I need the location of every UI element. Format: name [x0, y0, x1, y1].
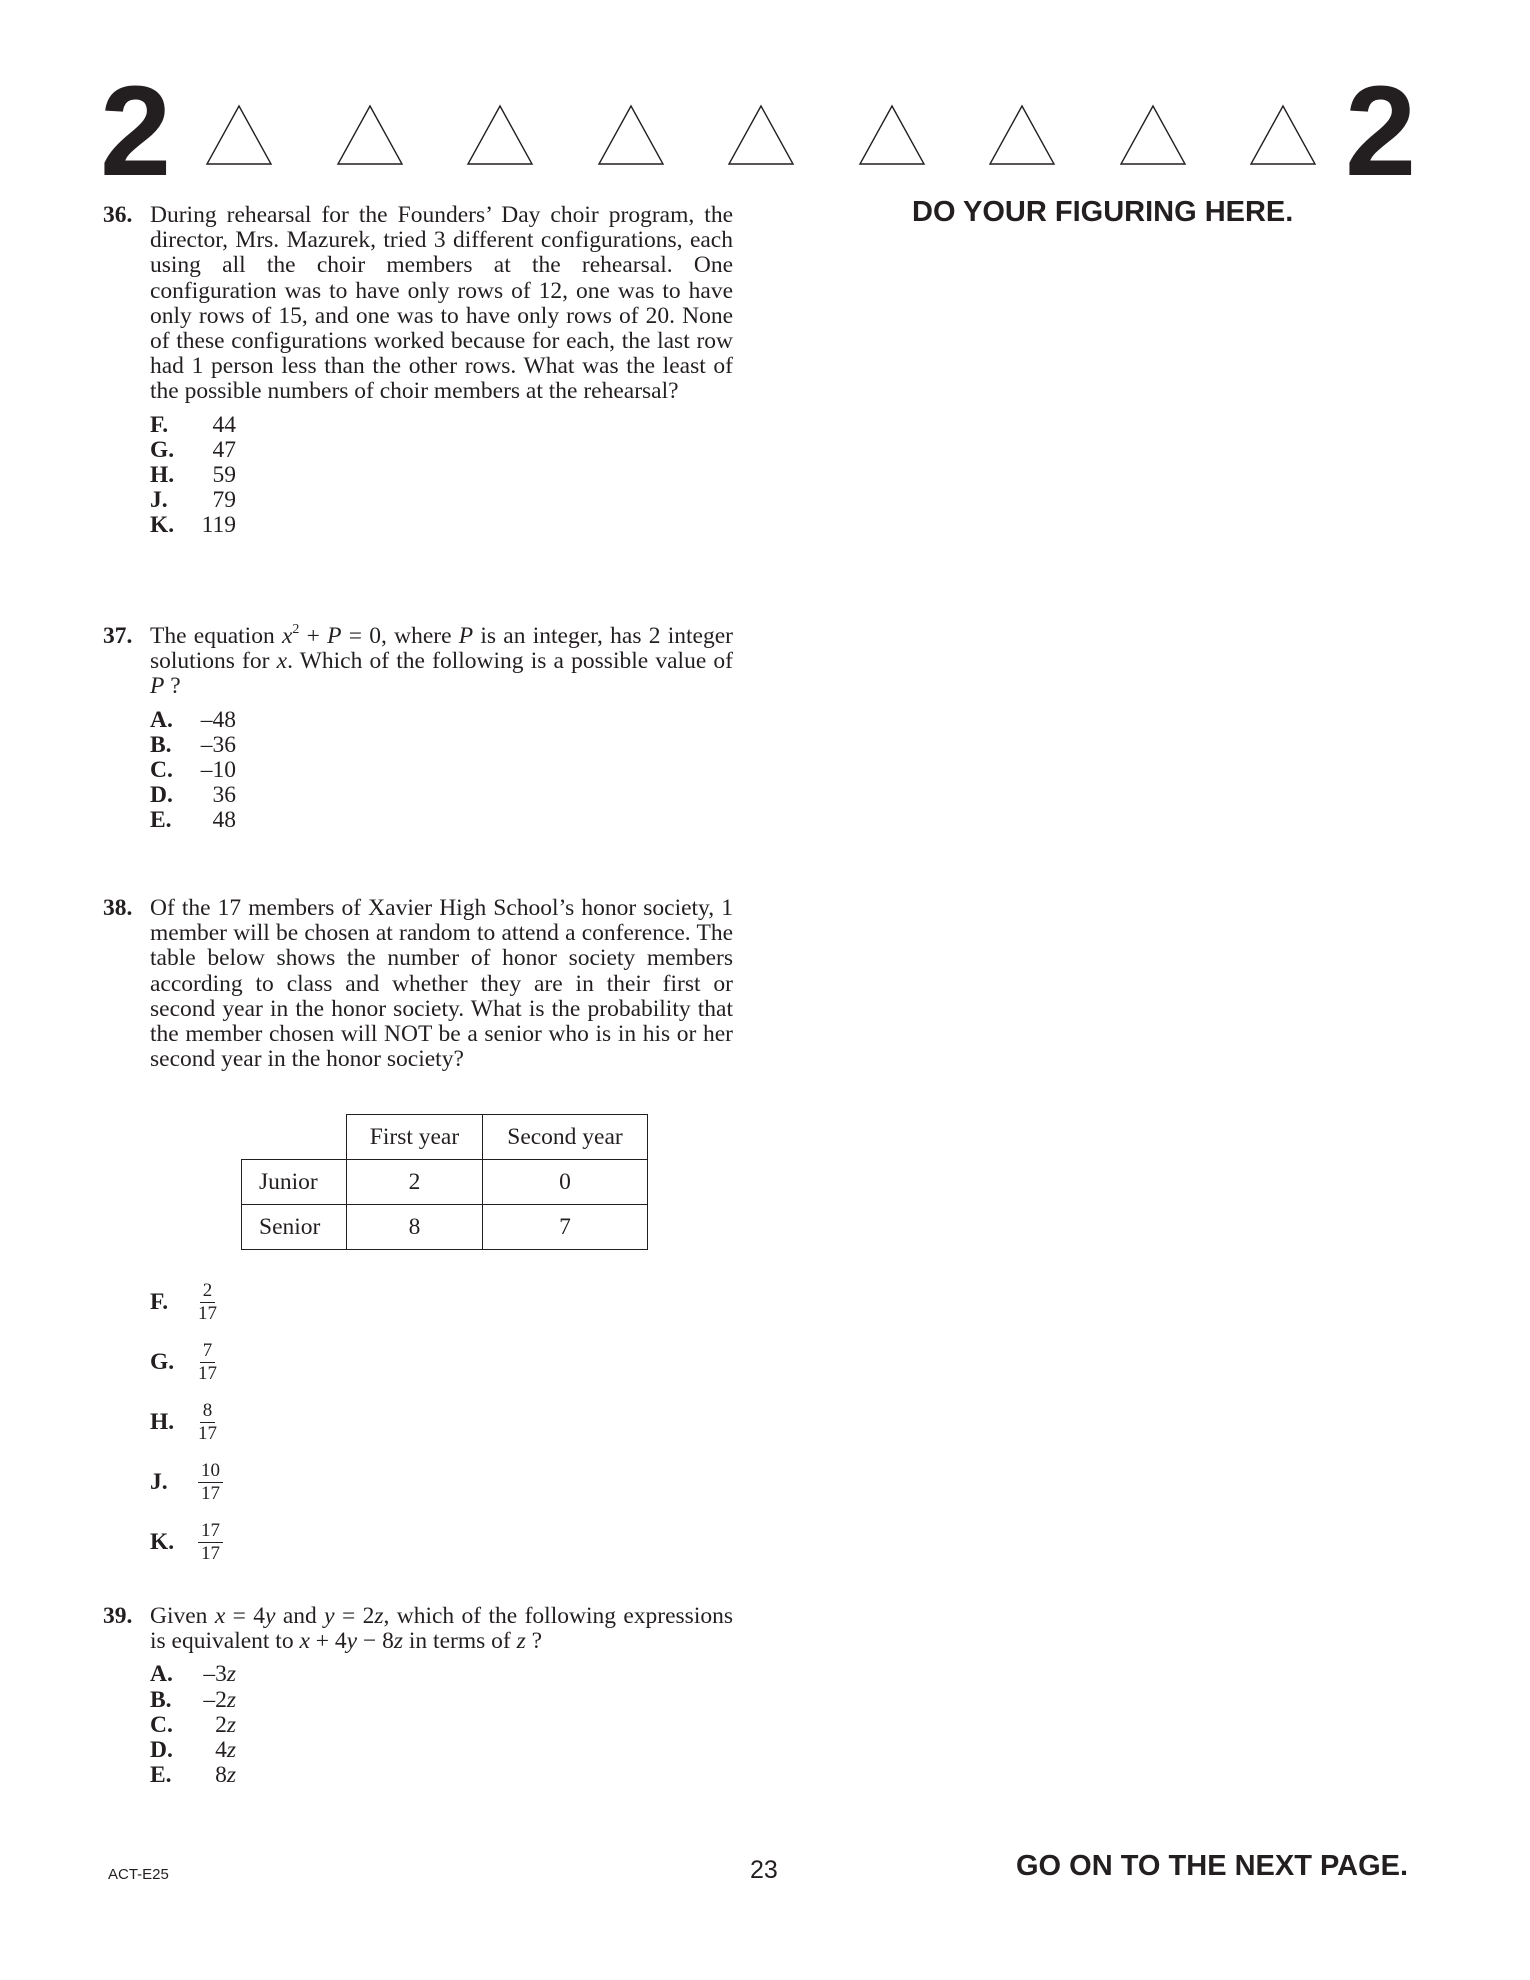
choice-value: 4z — [215, 1736, 236, 1763]
numerator: 17 — [198, 1521, 223, 1543]
question-38 — [103, 896, 733, 1072]
table-column-header: Second year — [483, 1115, 648, 1160]
table-row-header: Junior — [242, 1160, 347, 1205]
table-cell: 7 — [483, 1205, 648, 1250]
answer-choice[interactable] — [150, 1512, 223, 1572]
choice-letter: J. — [150, 487, 168, 514]
fraction — [198, 1521, 223, 1564]
answer-choices — [150, 413, 733, 539]
table-cell: 2 — [347, 1160, 483, 1205]
triangle-row — [205, 104, 1317, 170]
numerator: 10 — [198, 1461, 223, 1483]
honor-society-table — [241, 1114, 648, 1250]
choice-letter: K. — [150, 512, 175, 539]
section-number-right: 2 — [1345, 60, 1417, 203]
denominator: 17 — [198, 1302, 217, 1324]
section-number-left: 2 — [100, 60, 172, 203]
triangle-icon — [1119, 104, 1187, 166]
choice-value: 79 — [212, 487, 236, 514]
math-expression: y = 2z — [324, 1603, 384, 1629]
answer-choice[interactable] — [150, 1392, 223, 1452]
choice-value: 8z — [215, 1762, 236, 1789]
answer-choice[interactable] — [150, 513, 733, 538]
question-number: 36. — [103, 202, 133, 228]
table-cell: 8 — [347, 1205, 483, 1250]
choice-value: 119 — [201, 512, 236, 539]
question-36 — [103, 203, 733, 539]
choice-letter: F. — [150, 411, 169, 438]
triangle-icon — [466, 104, 534, 166]
answer-choice[interactable] — [150, 783, 733, 808]
triangle-icon — [1249, 104, 1317, 166]
choice-value: –10 — [200, 756, 236, 783]
answer-choice[interactable] — [150, 1738, 733, 1763]
choice-letter: B. — [150, 1686, 172, 1713]
answer-choice[interactable] — [150, 1688, 733, 1713]
denominator: 17 — [198, 1362, 217, 1384]
answer-choice[interactable] — [150, 1452, 223, 1512]
answer-choices — [150, 1272, 223, 1572]
choice-value: 44 — [212, 411, 236, 438]
answer-choice[interactable] — [150, 488, 733, 513]
numerator: 8 — [200, 1401, 216, 1423]
denominator: 17 — [198, 1422, 217, 1444]
denominator: 17 — [201, 1482, 220, 1504]
triangle-icon — [727, 104, 795, 166]
fraction — [198, 1461, 223, 1504]
choice-letter: J. — [150, 1468, 168, 1495]
triangle-icon — [858, 104, 926, 166]
answer-choice[interactable] — [150, 463, 733, 488]
choice-letter: D. — [150, 782, 173, 809]
choice-value: –3z — [203, 1661, 236, 1688]
numerator: 7 — [200, 1341, 216, 1363]
choice-letter: H. — [150, 462, 175, 488]
table-header-row — [242, 1115, 648, 1160]
choice-value: –48 — [200, 706, 236, 733]
answer-choice[interactable] — [150, 413, 733, 438]
math-expression: x = 4y — [214, 1603, 276, 1629]
choice-letter: A. — [150, 706, 173, 733]
question-number: 37. — [103, 623, 133, 649]
answer-choice[interactable] — [150, 708, 733, 733]
choice-value: 48 — [212, 807, 236, 834]
question-number: 38. — [103, 895, 133, 921]
choice-value: 59 — [212, 462, 236, 488]
answer-choice[interactable] — [150, 438, 733, 463]
choice-letter: K. — [150, 1528, 175, 1555]
choice-value: –36 — [200, 731, 236, 758]
answer-choice[interactable] — [150, 1662, 733, 1687]
choice-letter: A. — [150, 1661, 173, 1688]
choice-value: 47 — [212, 436, 236, 463]
page-number: 23 — [750, 1856, 778, 1884]
choice-letter: B. — [150, 731, 172, 758]
choice-letter: C. — [150, 756, 173, 783]
answer-choice[interactable] — [150, 1763, 733, 1788]
table-row-header: Senior — [242, 1205, 347, 1250]
fraction — [198, 1281, 217, 1324]
answer-choice[interactable] — [150, 1272, 223, 1332]
triangle-icon — [336, 104, 404, 166]
question-text: During rehearsal for the Founders’ Day choir program, the director, Mrs. Mazurek, tried 3 different configurations, each using all the choir members at the rehearsal. One configuration was to have only rows of 12, one was to have only rows of 15, and one was to have only rows of 20. None of these configurations worked because for each, the last row had 1 person less than the other rows. What was the least of the possible numbers of choir members at the rehearsal? — [150, 202, 733, 405]
triangle-icon — [597, 104, 665, 166]
answer-choice[interactable] — [150, 1713, 733, 1738]
table-row — [242, 1160, 648, 1205]
question-text: Of the 17 members of Xavier High School’s honor society, 1 member will be chosen at random to attend a conference. The table below shows the number of honor society members according to class and whether they are in their first or second year in the honor society. What is the probability that the member chosen will NOT be a senior who is in his or her second year in the honor society? — [150, 895, 733, 1073]
choice-value: 2z — [215, 1711, 236, 1738]
triangle-icon — [205, 104, 273, 166]
choice-letter: G. — [150, 436, 175, 463]
answer-choice[interactable] — [150, 758, 733, 783]
answer-choice[interactable] — [150, 733, 733, 758]
figuring-area-label: DO YOUR FIGURING HERE. — [912, 196, 1294, 228]
choice-letter: E. — [150, 1762, 172, 1789]
fraction — [198, 1341, 217, 1384]
form-code: ACT-E25 — [108, 1866, 169, 1883]
answer-choice[interactable] — [150, 808, 733, 833]
answer-choice[interactable] — [150, 1332, 223, 1392]
choice-letter: E. — [150, 807, 172, 834]
choice-letter: D. — [150, 1736, 173, 1763]
math-expression: x + 4y − 8z — [299, 1628, 404, 1655]
numerator: 2 — [200, 1281, 216, 1303]
question-text: The equation $x^2 + P = 0$, where P is an integer, has 2 integer solutions for x. Which of the following is a possible value of P ? — [150, 622, 734, 700]
question-39 — [103, 1604, 733, 1788]
answer-choices — [150, 1662, 733, 1788]
triangle-icon — [988, 104, 1056, 166]
choice-letter: H. — [150, 1408, 175, 1435]
fraction — [198, 1401, 217, 1444]
table-cell: 0 — [483, 1160, 648, 1205]
table-column-header: First year — [347, 1115, 483, 1160]
choice-letter: F. — [150, 1288, 169, 1315]
choice-letter: C. — [150, 1711, 173, 1738]
next-page-instruction: GO ON TO THE NEXT PAGE. — [1016, 1850, 1409, 1882]
question-number: 39. — [103, 1603, 133, 1629]
question-text: Given x = 4y and y = 2z, which of the following expressions is equivalent to x + 4y − 8z in terms of z ? — [150, 1603, 733, 1655]
table-row — [242, 1205, 648, 1250]
answer-choices — [150, 708, 733, 834]
denominator: 17 — [201, 1542, 220, 1564]
choice-value: 36 — [212, 782, 236, 809]
question-37 — [103, 624, 733, 834]
choice-letter: G. — [150, 1348, 175, 1375]
choice-value: –2z — [203, 1686, 236, 1713]
